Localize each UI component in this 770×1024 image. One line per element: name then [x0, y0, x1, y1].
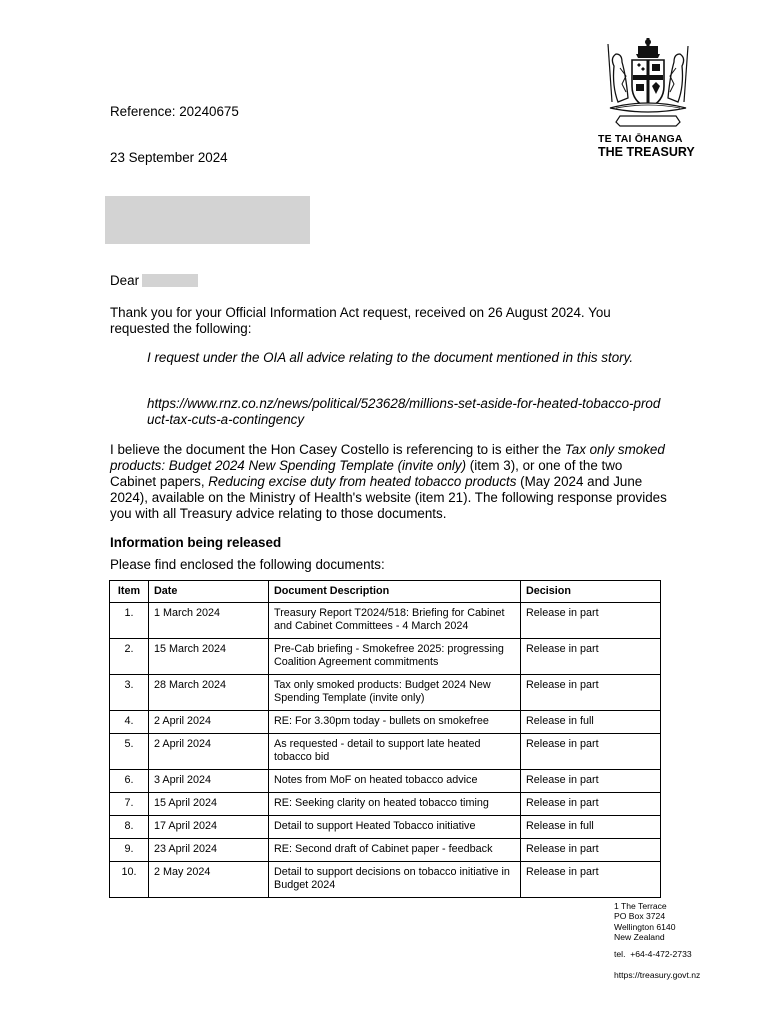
cell-description: RE: For 3.30pm today - bullets on smokefree — [269, 711, 521, 734]
cell-description: Treasury Report T2024/518: Briefing for Cabinet and Cabinet Committees - 4 March 2024 — [269, 603, 521, 639]
cell-description: Tax only smoked products: Budget 2024 New Spending Template (invite only) — [269, 675, 521, 711]
treasury-logo-text — [598, 133, 695, 159]
table-header-row — [110, 581, 661, 603]
letter-date: 23 September 2024 — [110, 150, 228, 165]
table-row — [110, 770, 661, 793]
cell-description: As requested - detail to support late heated tobacco bid — [269, 734, 521, 770]
table-row — [110, 603, 661, 639]
table-row — [110, 639, 661, 675]
cell-description: RE: Seeking clarity on heated tobacco timing — [269, 793, 521, 816]
redacted-address-block — [105, 196, 310, 244]
table-row — [110, 675, 661, 711]
header-decision: Decision — [521, 581, 661, 603]
salutation — [110, 273, 198, 289]
request-quote: I request under the OIA all advice relating to the document mentioned in this story. — [147, 350, 634, 365]
cell-item: 5. — [110, 734, 149, 770]
table-row — [110, 816, 661, 839]
cell-date: 15 April 2024 — [149, 793, 269, 816]
cell-description: Pre-Cab briefing - Smokefree 2025: progressing Coalition Agreement commitments — [269, 639, 521, 675]
request-url-text: https://www.rnz.co.nz/news/political/523628/millions-set-aside-for-heated-tobacco-product-tax-cuts-a-contingency — [147, 396, 661, 427]
cell-decision: Release in part — [521, 839, 661, 862]
table-row — [110, 793, 661, 816]
cell-item: 6. — [110, 770, 149, 793]
context-title-2: Reducing excise duty from heated tobacco products — [208, 474, 517, 489]
context-text-1: I believe the document the Hon Casey Costello is referencing to is either the — [110, 442, 565, 457]
cell-date: 2 May 2024 — [149, 862, 269, 898]
header-item: Item — [110, 581, 149, 603]
footer-address — [614, 901, 675, 943]
cell-item: 1. — [110, 603, 149, 639]
cell-date: 23 April 2024 — [149, 839, 269, 862]
cell-decision: Release in full — [521, 816, 661, 839]
salutation-text: Dear — [110, 273, 140, 288]
logo-maori-name: TE TAI ŌHANGA — [598, 133, 683, 145]
section-heading: Information being released — [110, 535, 282, 550]
context-paragraph — [110, 442, 670, 522]
cell-decision: Release in part — [521, 675, 661, 711]
intro-paragraph: Thank you for your Official Information Act request, received on 26 August 2024. You requested the following: — [110, 305, 611, 336]
cell-date: 1 March 2024 — [149, 603, 269, 639]
enclosed-text: Please find enclosed the following documents: — [110, 557, 385, 572]
footer-telephone: tel. +64-4-472-2733 — [614, 949, 692, 959]
header-description: Document Description — [269, 581, 521, 603]
address-line: 1 The Terrace — [614, 901, 667, 911]
cell-description: Notes from MoF on heated tobacco advice — [269, 770, 521, 793]
table-row — [110, 711, 661, 734]
header-date: Date — [149, 581, 269, 603]
address-line: New Zealand — [614, 932, 665, 943]
table-row — [110, 839, 661, 862]
cell-item: 8. — [110, 816, 149, 839]
cell-description: RE: Second draft of Cabinet paper - feedback — [269, 839, 521, 862]
cell-item: 7. — [110, 793, 149, 816]
address-line: PO Box 3724 — [614, 911, 666, 922]
cell-item: 2. — [110, 639, 149, 675]
cell-description: Detail to support decisions on tobacco initiative in Budget 2024 — [269, 862, 521, 898]
address-line: Wellington 6140 — [614, 921, 676, 932]
cell-decision: Release in part — [521, 603, 661, 639]
cell-decision: Release in part — [521, 770, 661, 793]
logo-english-name: THE TREASURY — [598, 145, 695, 159]
cell-item: 4. — [110, 711, 149, 734]
footer-website: https://treasury.govt.nz — [614, 970, 701, 980]
context-title-1: Tax only smoked products: Budget 2024 New Spending Template (invite only) — [110, 442, 665, 473]
cell-decision: Release in part — [521, 639, 661, 675]
context-text-3: (May 2024 and June 2024), available on the Ministry of Health's website (item 21). The following response provides you with all Treasury advice relating to those documents. — [110, 474, 667, 521]
cell-item: 10. — [110, 862, 149, 898]
cell-date: 3 April 2024 — [149, 770, 269, 793]
cell-decision: Release in part — [521, 862, 661, 898]
cell-date: 17 April 2024 — [149, 816, 269, 839]
cell-date: 15 March 2024 — [149, 639, 269, 675]
coat-of-arms-icon — [596, 36, 700, 130]
cell-item: 3. — [110, 675, 149, 711]
cell-decision: Release in full — [521, 711, 661, 734]
table-row — [110, 734, 661, 770]
cell-date: 28 March 2024 — [149, 675, 269, 711]
context-text-2: (item 3), or one of the two Cabinet papers, — [110, 458, 623, 489]
cell-date: 2 April 2024 — [149, 711, 269, 734]
cell-description: Detail to support Heated Tobacco initiative — [269, 816, 521, 839]
documents-table — [109, 580, 661, 898]
redacted-name — [142, 274, 198, 287]
request-url — [147, 396, 667, 428]
cell-date: 2 April 2024 — [149, 734, 269, 770]
cell-decision: Release in part — [521, 734, 661, 770]
cell-item: 9. — [110, 839, 149, 862]
cell-decision: Release in part — [521, 793, 661, 816]
table-row — [110, 862, 661, 898]
reference-number: Reference: 20240675 — [110, 104, 239, 119]
